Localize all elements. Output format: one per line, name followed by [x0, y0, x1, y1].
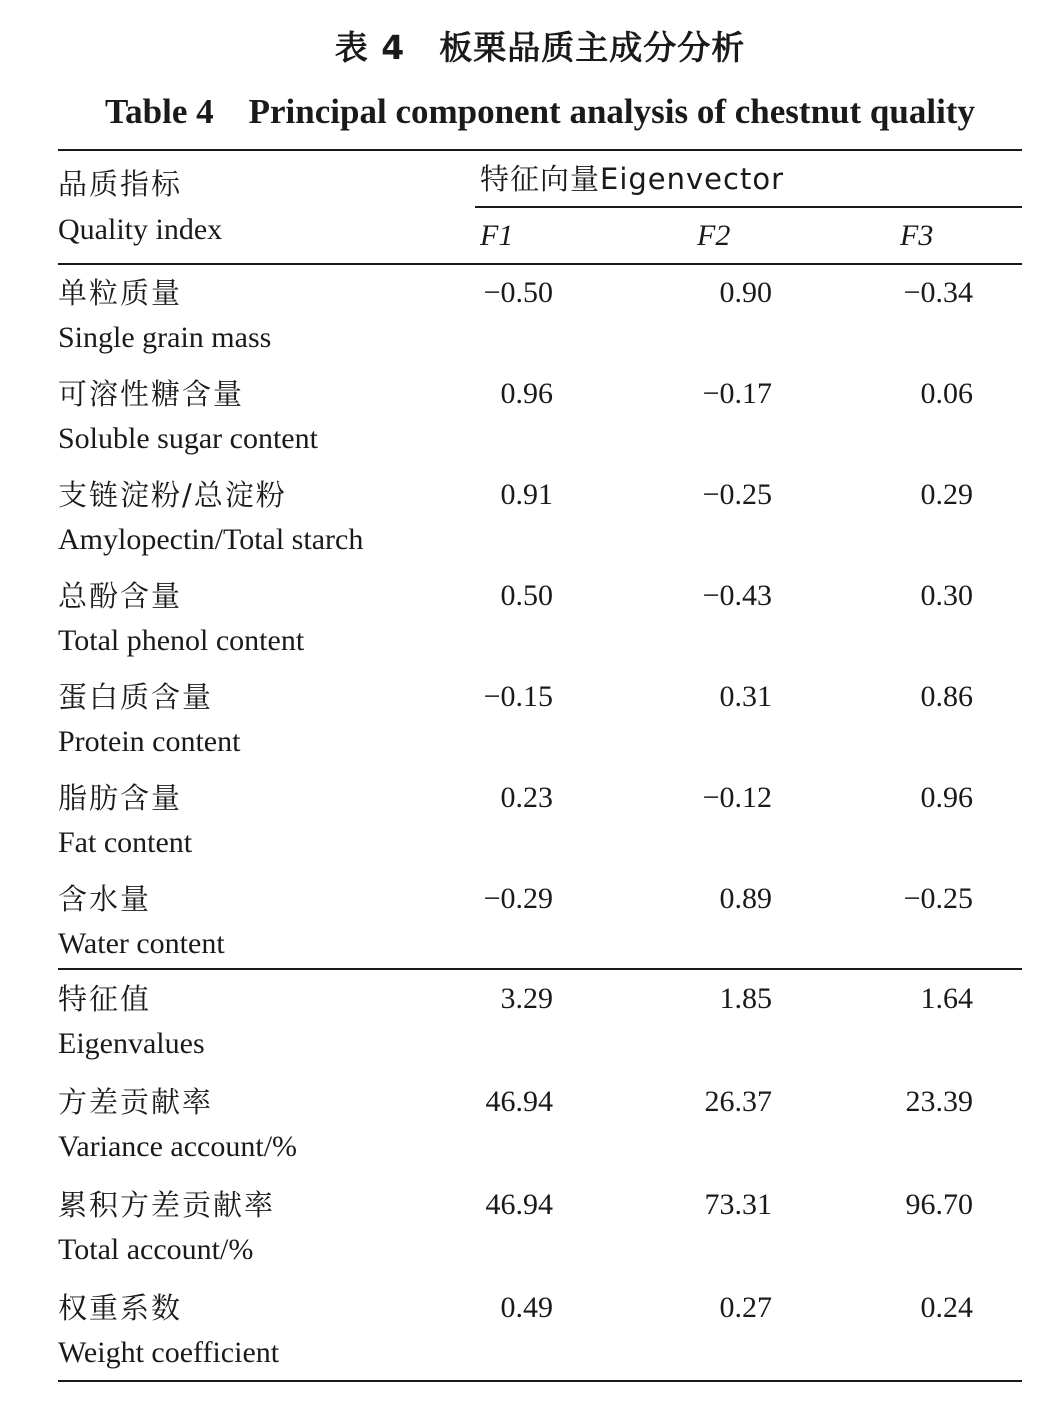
- table-caption-english: Table 4 Principal component analysis of chestnut quality: [105, 92, 975, 131]
- value-cell-f2: −0.43: [702, 579, 772, 612]
- value-cell-f3: 1.64: [920, 982, 973, 1015]
- value-cell-f1: −0.50: [483, 276, 553, 309]
- value-cell-f3: −0.25: [903, 882, 973, 915]
- summary-rule: [58, 968, 1022, 970]
- row-label-en: Eigenvalues: [58, 1027, 205, 1060]
- value-cell-f3: 0.06: [920, 377, 973, 410]
- value-cell-f3: 96.70: [905, 1188, 973, 1221]
- value-cell-f3: 0.96: [920, 781, 973, 814]
- header-eigenvector: 特征向量Eigenvector: [480, 162, 784, 196]
- row-label-cn: 权重系数: [58, 1291, 183, 1325]
- value-cell-f1: −0.29: [483, 882, 553, 915]
- value-cell-f1: 46.94: [485, 1188, 553, 1221]
- value-cell-f2: 0.89: [719, 882, 772, 915]
- table-caption-chinese: 表 4 板栗品质主成分分析: [334, 28, 746, 67]
- value-cell-f2: 0.90: [719, 276, 772, 309]
- header-rule: [58, 263, 1022, 265]
- value-cell-f3: 0.24: [920, 1291, 973, 1324]
- bottom-rule: [58, 1380, 1022, 1382]
- row-label-en: Soluble sugar content: [58, 422, 318, 455]
- row-label-cn: 含水量: [58, 882, 152, 916]
- row-label-en: Water content: [58, 927, 225, 960]
- value-cell-f1: 3.29: [500, 982, 553, 1015]
- row-label-cn: 可溶性糖含量: [58, 377, 245, 411]
- row-label-cn: 脂肪含量: [58, 781, 183, 815]
- value-cell-f1: 46.94: [485, 1085, 553, 1118]
- row-label-en: Weight coefficient: [58, 1336, 280, 1369]
- row-label-cn: 蛋白质含量: [58, 680, 214, 714]
- value-cell-f1: 0.23: [500, 781, 553, 814]
- value-cell-f1: −0.15: [483, 680, 553, 713]
- value-cell-f2: 73.31: [704, 1188, 772, 1221]
- row-label-en: Protein content: [58, 725, 241, 758]
- header-index-cn: 品质指标: [58, 167, 183, 201]
- value-cell-f2: −0.17: [702, 377, 772, 410]
- value-cell-f2: −0.12: [702, 781, 772, 814]
- row-label-cn: 方差贡献率: [58, 1085, 214, 1119]
- value-cell-f2: −0.25: [702, 478, 772, 511]
- value-cell-f1: 0.91: [500, 478, 553, 511]
- value-cell-f2: 0.27: [719, 1291, 772, 1324]
- row-label-cn: 单粒质量: [58, 276, 183, 310]
- row-label-cn: 总酚含量: [58, 579, 183, 613]
- value-cell-f2: 26.37: [704, 1085, 772, 1118]
- value-cell-f3: −0.34: [903, 276, 973, 309]
- header-col-f3: F3: [900, 219, 934, 252]
- row-label-en: Single grain mass: [58, 321, 272, 354]
- row-label-cn: 支链淀粉/总淀粉: [58, 478, 287, 512]
- value-cell-f2: 0.31: [719, 680, 772, 713]
- value-cell-f3: 0.86: [920, 680, 973, 713]
- row-label-en: Fat content: [58, 826, 193, 859]
- value-cell-f3: 0.29: [920, 478, 973, 511]
- header-index-en: Quality index: [58, 213, 223, 246]
- top-rule: [58, 149, 1022, 151]
- row-label-en: Amylopectin/Total starch: [58, 523, 364, 556]
- row-label-en: Total phenol content: [58, 624, 305, 657]
- row-label-en: Variance account/%: [58, 1130, 298, 1163]
- row-label-en: Total account/%: [58, 1233, 254, 1266]
- header-col-f1: F1: [480, 219, 514, 252]
- eigenvector-subrule: [475, 206, 1022, 208]
- value-cell-f1: 0.49: [500, 1291, 553, 1324]
- value-cell-f3: 23.39: [905, 1085, 973, 1118]
- row-label-cn: 累积方差贡献率: [58, 1188, 276, 1222]
- header-col-f2: F2: [697, 219, 731, 252]
- value-cell-f1: 0.50: [500, 579, 553, 612]
- row-label-cn: 特征值: [58, 982, 152, 1016]
- value-cell-f3: 0.30: [920, 579, 973, 612]
- value-cell-f1: 0.96: [500, 377, 553, 410]
- value-cell-f2: 1.85: [719, 982, 772, 1015]
